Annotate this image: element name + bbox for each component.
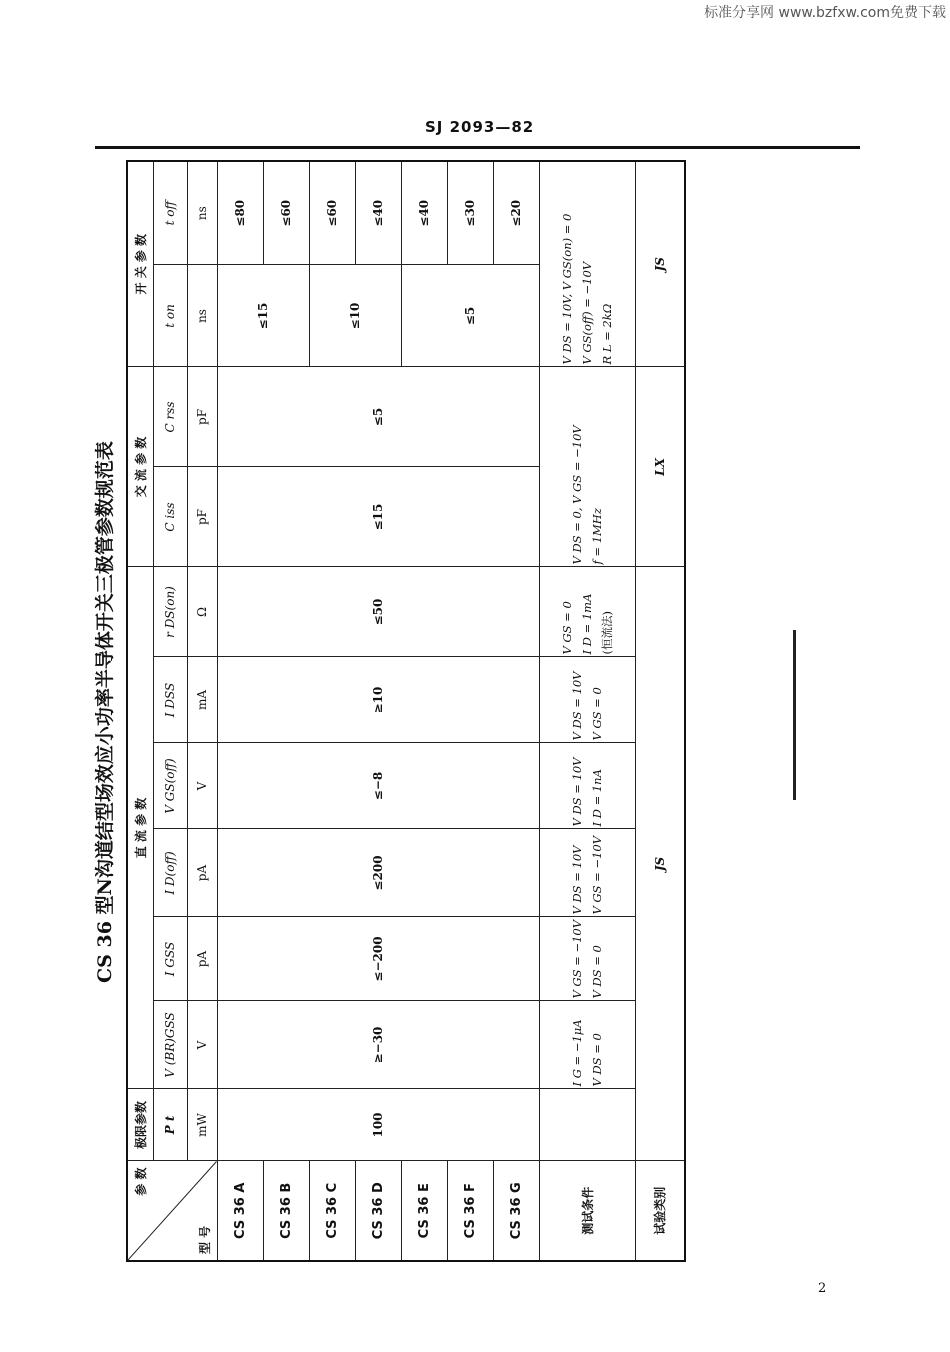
corner-header-cell — [127, 1161, 217, 1261]
unit-toff: ns — [187, 161, 217, 265]
test-category-label: 试验类别 — [635, 1161, 685, 1261]
param-ton: t on — [153, 265, 187, 367]
header-rule — [95, 146, 860, 149]
cond-line: V DS = 0 — [590, 945, 604, 999]
category-ac: LX — [635, 367, 685, 567]
value-toff-g: ≤20 — [493, 161, 539, 265]
margin-mark — [793, 630, 796, 800]
model-row-label: CS 36 C — [309, 1161, 355, 1261]
standard-number: SJ 2093—82 — [425, 118, 535, 136]
cond-vgsoff — [539, 743, 635, 829]
cond-line: R L = 2kΩ — [600, 303, 614, 365]
parameter-table — [126, 160, 686, 1262]
cond-line: V GS = 0 — [590, 687, 604, 741]
cond-idoff — [539, 829, 635, 917]
value-toff-c: ≤60 — [309, 161, 355, 265]
cond-igss — [539, 917, 635, 1001]
unit-pt: mW — [187, 1089, 217, 1161]
cond-line: V DS = 10V — [570, 845, 584, 915]
corner-params-label: 参 数 — [134, 1167, 148, 1196]
param-idss: I DSS — [153, 657, 187, 743]
category-dc: JS — [635, 567, 685, 1161]
value-ton-cd: ≤10 — [309, 265, 401, 367]
corner-model-label: 型 号 — [197, 1225, 212, 1254]
cond-line: I D = 1mA — [580, 593, 594, 655]
cond-line: V DS = 0, V GS = −10V — [570, 425, 584, 565]
value-rds: ≤50 — [217, 567, 539, 657]
group-limit-params: 极限参数 — [127, 1089, 153, 1161]
table-title: CS 36 型N沟道结型场效应小功率半导体开关三极管参数规范表 — [94, 441, 116, 983]
cond-idss — [539, 657, 635, 743]
group-ac-params: 交 流 参 数 — [127, 367, 153, 567]
value-vgsoff: ≤−8 — [217, 743, 539, 829]
param-crss: C rss — [153, 367, 187, 467]
unit-igss: pA — [187, 917, 217, 1001]
param-igss: I GSS — [153, 917, 187, 1001]
unit-crss: pF — [187, 367, 217, 467]
unit-idss: mA — [187, 657, 217, 743]
value-idss: ≥10 — [217, 657, 539, 743]
cond-line: (恒流法) — [600, 611, 614, 655]
unit-vbr: V — [187, 1001, 217, 1089]
cond-line: V GS = 0 — [560, 601, 574, 655]
unit-ciss: pF — [187, 467, 217, 567]
value-igss: ≤−200 — [217, 917, 539, 1001]
cond-vbr — [539, 1001, 635, 1089]
param-rds-on: r DS(on) — [153, 567, 187, 657]
value-toff-f: ≤30 — [447, 161, 493, 265]
cond-line: V DS = 10V — [570, 757, 584, 827]
value-toff-e: ≤40 — [401, 161, 447, 265]
page-number: 2 — [818, 1281, 827, 1296]
param-pt: P t — [153, 1089, 187, 1161]
unit-vgsoff: V — [187, 743, 217, 829]
cond-switch — [539, 161, 635, 367]
value-vbr: ≥−30 — [217, 1001, 539, 1089]
rotated-table-block — [90, 162, 715, 1262]
model-row-label: CS 36 B — [263, 1161, 309, 1261]
cond-line: V DS = 10V — [570, 671, 584, 741]
param-toff: t off — [153, 161, 187, 265]
value-ton-ab: ≤15 — [217, 265, 309, 367]
test-conditions-label: 测试条件 — [539, 1161, 635, 1261]
group-dc-params: 直 流 参 数 — [127, 567, 153, 1089]
cond-line: I D = 1nA — [590, 769, 604, 827]
param-ciss: C iss — [153, 467, 187, 567]
model-row-label: CS 36 G — [493, 1161, 539, 1261]
model-row-label: CS 36 F — [447, 1161, 493, 1261]
cond-line: f = 1MHz — [590, 508, 604, 565]
param-vbr-gss: V (BR)GSS — [153, 1001, 187, 1089]
value-toff-d: ≤40 — [355, 161, 401, 265]
cond-ac — [539, 367, 635, 567]
cond-line: V DS = 10V, V GS(on) = 0 — [560, 213, 574, 365]
watermark: 标准分享网 www.bzfxw.com免费下载 — [704, 5, 946, 21]
value-idoff: ≤200 — [217, 829, 539, 917]
value-toff-a: ≤80 — [217, 161, 263, 265]
group-switch-params: 开 关 参 数 — [127, 161, 153, 367]
value-pt: 100 — [217, 1089, 539, 1161]
cond-line: V GS = −10V — [590, 835, 604, 915]
value-ciss: ≤15 — [217, 467, 539, 567]
cond-pt — [539, 1089, 635, 1161]
cond-line: I G = −1μA — [570, 1019, 584, 1087]
value-toff-b: ≤60 — [263, 161, 309, 265]
model-row-label: CS 36 E — [401, 1161, 447, 1261]
value-crss: ≤5 — [217, 367, 539, 467]
cond-line: V GS = −10V — [570, 919, 584, 999]
unit-rds: Ω — [187, 567, 217, 657]
cond-rds — [539, 567, 635, 657]
value-ton-efg: ≤5 — [401, 265, 539, 367]
model-row-label: CS 36 A — [217, 1161, 263, 1261]
model-row-label: CS 36 D — [355, 1161, 401, 1261]
param-vgs-off: V GS(off) — [153, 743, 187, 829]
cond-line: V DS = 0 — [590, 1033, 604, 1087]
unit-idoff: pA — [187, 829, 217, 917]
category-switch: JS — [635, 161, 685, 367]
cond-line: V GS(off) = −10V — [580, 261, 594, 365]
unit-ton: ns — [187, 265, 217, 367]
param-id-off: I D(off) — [153, 829, 187, 917]
